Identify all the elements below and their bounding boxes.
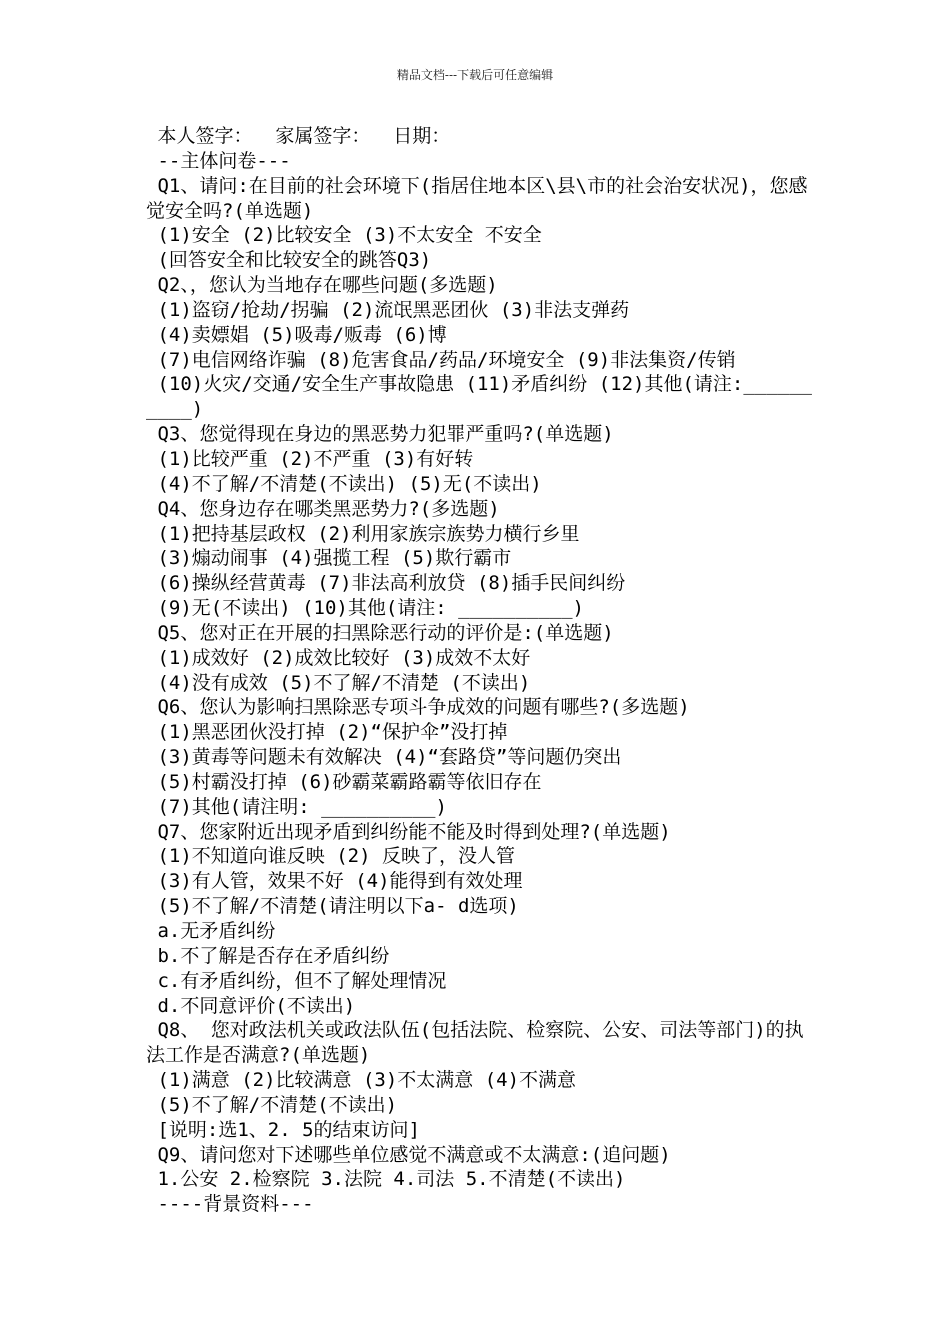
q6-options-3: (5)村霸没打掉 (6)砂霸菜霸路霸等依旧存在 [146, 770, 542, 793]
question-q9: Q9、请问您对下述哪些单位感觉不满意或不太满意:(追问题) [146, 1143, 671, 1166]
q3-options-2: (4)不了解/不清楚(不读出) (5)无(不读出) [146, 472, 542, 495]
question-q2: Q2、，您认为当地存在哪些问题(多选题) [146, 274, 498, 297]
q2-options-4: (10)火灾/交通/安全生产事故隐患 (11)矛盾纠纷 (12)其他(请注:__________) [146, 373, 812, 421]
question-q4: Q4、您身边存在哪类黑恶势力?(多选题) [146, 497, 500, 520]
q8-options-2: (5)不了解/不清楚(不读出) [146, 1093, 398, 1116]
q7-options-2: (3)有人管，效果不好 (4)能得到有效处理 [146, 870, 523, 893]
q4-options-4: (9)无(不读出) (10)其他(请注: __________) [146, 597, 584, 620]
q4-options-2: (3)煽动闹事 (4)强揽工程 (5)欺行霸市 [146, 547, 512, 570]
q2-options-1: (1)盗窃/抢劫/拐骗 (2)流氓黑恶团伙 (3)非法支弹药 [146, 298, 630, 321]
q5-options-2: (4)没有成效 (5)不了解/不清楚 (不读出) [146, 671, 531, 694]
q6-options-1: (1)黑恶团伙没打掉 (2)“保护伞”没打掉 [146, 721, 508, 744]
q9-options: 1.公安 2.检察院 3.法院 4.司法 5.不清楚(不读出) [146, 1168, 626, 1191]
question-q7: Q7、您家附近出现矛盾到纠纷能不能及时得到处理?(单选题) [146, 820, 671, 843]
q1-options: (1)安全 (2)比较安全 (3)不太安全 不安全 [146, 224, 542, 247]
q7-sub-b: b.不了解是否存在矛盾纠纷 [146, 944, 390, 967]
page-header: 精品文档---下载后可任意编辑 [396, 68, 554, 82]
question-q8: Q8、 您对政法机关或政法队伍(包括法院、检察院、公安、司法等部门)的执法工作是否满意?(单选题) [146, 1019, 804, 1067]
question-q1: Q1、请问:在目前的社会环境下(指居住地本区\县\市的社会治安状况)，您感觉安全吗?(单选题) [146, 174, 808, 222]
question-q6: Q6、您认为影响扫黑除恶专项斗争成效的问题有哪些?(多选题) [146, 696, 690, 719]
q5-options-1: (1)成效好 (2)成效比较好 (3)成效不太好 [146, 646, 531, 669]
q1-skip-note: (回答安全和比较安全的跳答Q3) [146, 249, 432, 272]
q8-options-1: (1)满意 (2)比较满意 (3)不太满意 (4)不满意 [146, 1069, 577, 1092]
q7-sub-c: c.有矛盾纠纷，但不了解处理情况 [146, 969, 447, 992]
q4-options-3: (6)操纵经营黄毒 (7)非法高利放贷 (8)插手民间纠纷 [146, 572, 626, 595]
q4-options-1: (1)把持基层政权 (2)利用家族宗族势力横行乡里 [146, 522, 580, 545]
questionnaire-body [146, 124, 816, 1217]
q7-sub-d: d.不同意评价(不读出) [146, 994, 356, 1017]
q7-options-3: (5)不了解/不清楚(请注明以下a- d选项) [146, 895, 519, 918]
q2-options-2: (4)卖嫖娼 (5)吸毒/贩毒 (6)博 [146, 323, 447, 346]
section-title-main: --主体问卷--- [146, 149, 291, 172]
q7-options-1: (1)不知道向谁反映 (2) 反映了，没人管 [146, 845, 515, 868]
q8-note: [说明:选1、2. 5的结束访问] [146, 1118, 420, 1141]
question-q3: Q3、您觉得现在身边的黑恶势力犯罪严重吗?(单选题) [146, 423, 614, 446]
section-title-background: ----背景资料--- [146, 1193, 314, 1216]
q2-options-3: (7)电信网络诈骗 (8)危害食品/药品/环境安全 (9)非法集资/传销 [146, 348, 736, 371]
q3-options-1: (1)比较严重 (2)不严重 (3)有好转 [146, 447, 474, 470]
q6-options-4: (7)其他(请注明: __________) [146, 795, 447, 818]
signature-line: 本人签字： 家属签字： 日期： [146, 125, 451, 147]
q7-sub-a: a.无矛盾纠纷 [146, 920, 276, 942]
question-q5: Q5、您对正在开展的扫黑除恶行动的评价是:(单选题) [146, 621, 614, 644]
q6-options-2: (3)黄毒等问题未有效解决 (4)“套路贷”等问题仍突出 [146, 746, 622, 769]
